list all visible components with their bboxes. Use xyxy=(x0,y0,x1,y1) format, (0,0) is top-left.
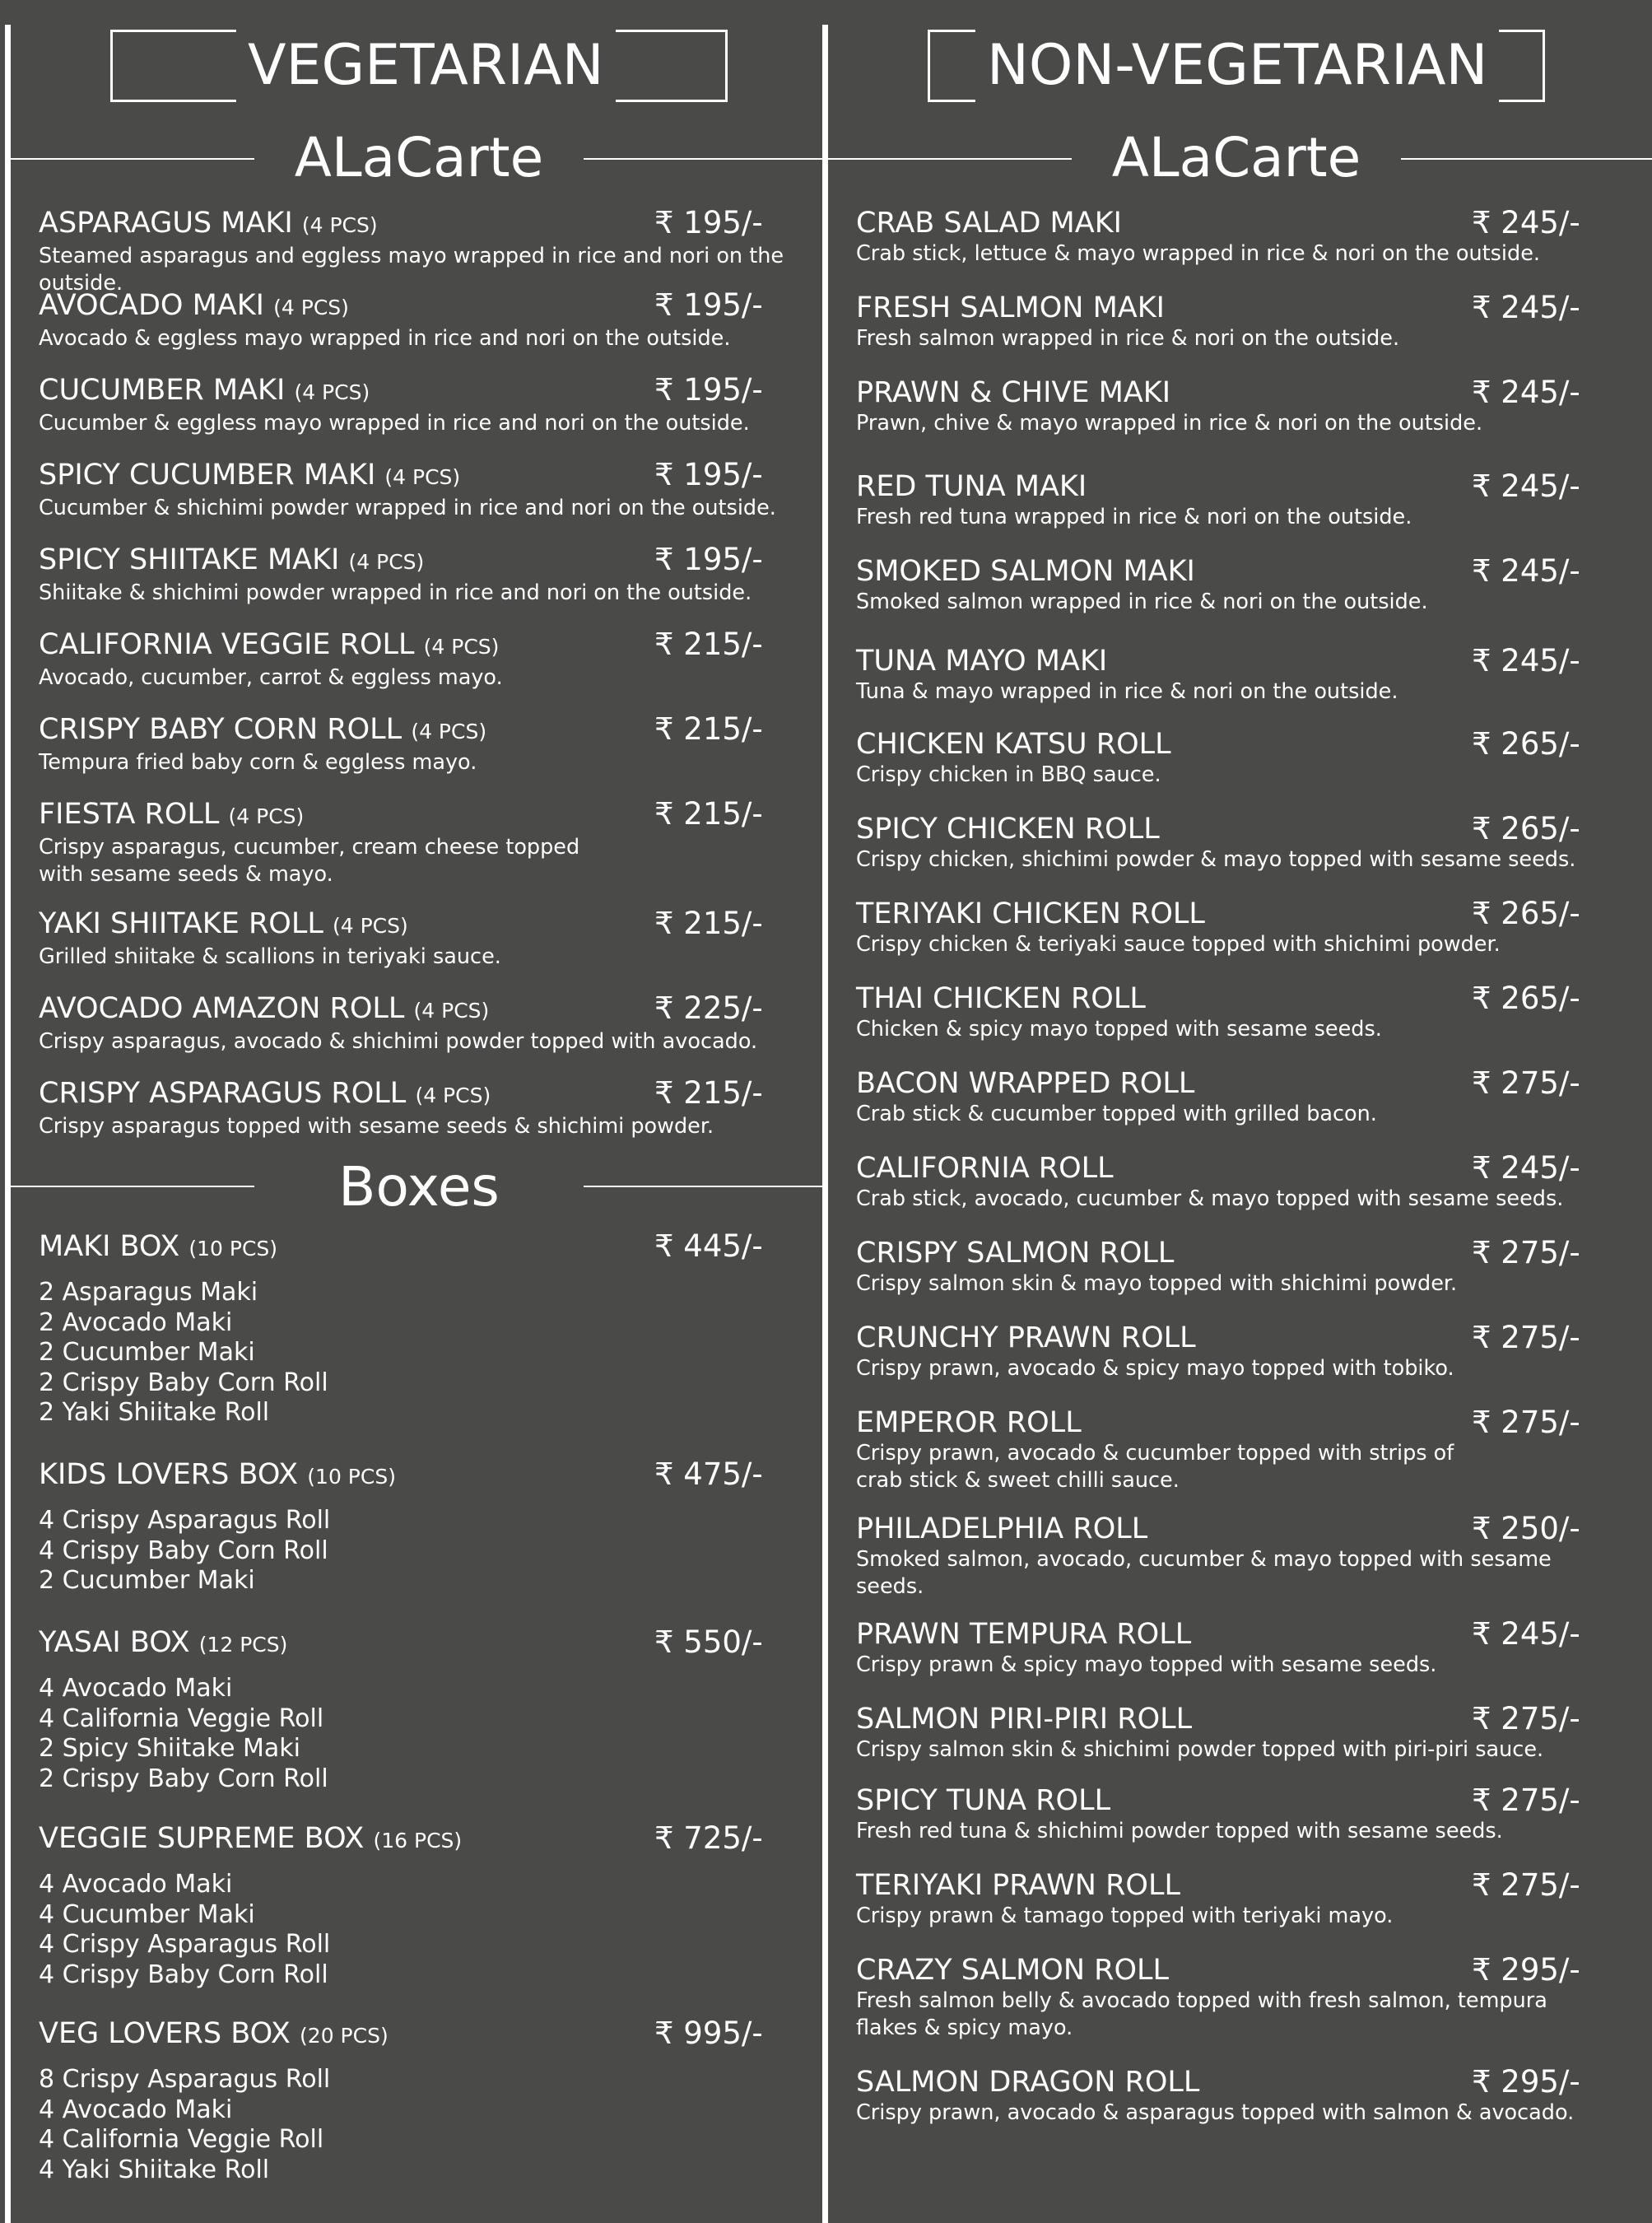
veg-item xyxy=(39,543,796,607)
item-name: ASPARAGUS MAKI xyxy=(39,207,293,240)
item-name: SMOKED SALMON MAKI xyxy=(856,555,1195,588)
item-description: Fresh red tuna & shichimi powder topped with sesame seeds. xyxy=(856,1819,1503,1843)
item-price: ₹ 245/- xyxy=(1472,290,1580,325)
item-name: SPICY CUCUMBER MAKI xyxy=(39,459,376,492)
veg-box xyxy=(39,1625,796,1794)
item-name: CALIFORNIA VEGGIE ROLL xyxy=(39,628,415,661)
item-name: PRAWN & CHIVE MAKI xyxy=(856,376,1171,409)
item-name: FIESTA ROLL xyxy=(39,798,220,831)
item-pcs: (4 PCS) xyxy=(413,999,490,1023)
item-description: Smoked salmon wrapped in rice & nori on the outside. xyxy=(856,590,1428,614)
item-price: ₹ 275/- xyxy=(1472,1320,1580,1355)
nonveg-item xyxy=(856,2065,1613,2127)
item-name: CRAB SALAD MAKI xyxy=(856,207,1122,240)
item-pcs: (4 PCS) xyxy=(294,380,370,404)
item-pcs: (4 PCS) xyxy=(415,1084,491,1107)
item-description: Tuna & mayo wrapped in rice & nori on the outside. xyxy=(856,679,1398,704)
box-content-line: 4 Crispy Baby Corn Roll xyxy=(39,1960,328,1989)
veg-box xyxy=(39,2016,796,2185)
box-content-line: 4 Yaki Shiitake Roll xyxy=(39,2155,270,2184)
item-price: ₹ 265/- xyxy=(1472,811,1580,846)
item-description: Avocado & eggless mayo wrapped in rice and nori on the outside. xyxy=(39,326,731,351)
item-price: ₹ 265/- xyxy=(1472,981,1580,1016)
box-content-line: 2 Crispy Baby Corn Roll xyxy=(39,1764,328,1793)
nonveg-item xyxy=(856,375,1613,437)
box-contents xyxy=(39,1674,796,1794)
center-divider-line xyxy=(822,25,828,2223)
veg-box xyxy=(39,1821,796,1990)
item-description: Crispy chicken in BBQ sauce. xyxy=(856,762,1161,787)
box-content-line: 4 California Veggie Roll xyxy=(39,2125,324,2154)
item-name: CRISPY BABY CORN ROLL xyxy=(39,713,403,746)
item-name: CRISPY SALMON ROLL xyxy=(856,1237,1175,1270)
item-pcs: (4 PCS) xyxy=(301,213,378,237)
nonveg-item xyxy=(856,1512,1613,1601)
nonveg-item xyxy=(856,812,1613,874)
item-name: CHICKEN KATSU ROLL xyxy=(856,728,1171,761)
item-description: Grilled shiitake & scallions in teriyaki sauce. xyxy=(39,944,501,969)
item-name: SPICY TUNA ROLL xyxy=(856,1784,1111,1817)
item-pcs: (4 PCS) xyxy=(423,635,500,659)
item-pcs: (4 PCS) xyxy=(273,296,349,319)
nonveg-item xyxy=(856,1783,1613,1845)
item-description: Avocado, cucumber, carrot & eggless mayo. xyxy=(39,665,503,690)
box-content-line: 4 Crispy Baby Corn Roll xyxy=(39,1536,328,1565)
veg-item xyxy=(39,373,796,437)
item-name: CRISPY ASPARAGUS ROLL xyxy=(39,1077,407,1110)
item-description: Crispy prawn, avocado & cucumber topped with strips of crab stick & sweet chilli sauce. xyxy=(856,1441,1454,1493)
nonveg-item xyxy=(856,291,1613,352)
item-description: Tempura fried baby corn & eggless mayo. xyxy=(39,750,477,775)
veg-item xyxy=(39,627,796,692)
item-price: ₹ 275/- xyxy=(1472,1783,1580,1818)
item-pcs: (4 PCS) xyxy=(348,550,425,574)
nonveg-item xyxy=(856,727,1613,789)
item-price: ₹ 195/- xyxy=(654,205,763,240)
box-name: VEG LOVERS BOX xyxy=(39,2017,291,2050)
veg-box xyxy=(39,1457,796,1596)
box-price: ₹ 445/- xyxy=(654,1228,763,1264)
nonveg-item xyxy=(856,897,1613,958)
box-pcs: (16 PCS) xyxy=(373,1829,463,1852)
item-description: Prawn, chive & mayo wrapped in rice & nori on the outside. xyxy=(856,411,1483,436)
box-content-line: 4 Crispy Asparagus Roll xyxy=(39,1506,331,1535)
veg-item xyxy=(39,206,796,297)
item-price: ₹ 245/- xyxy=(1472,643,1580,678)
item-name: AVOCADO MAKI xyxy=(39,289,265,322)
item-description: Shiitake & shichimi powder wrapped in rice and nori on the outside. xyxy=(39,580,752,605)
item-description: Crispy salmon skin & mayo topped with shichimi powder. xyxy=(856,1271,1458,1296)
item-pcs: (4 PCS) xyxy=(384,465,461,489)
item-price: ₹ 245/- xyxy=(1472,1150,1580,1186)
item-price: ₹ 245/- xyxy=(1472,468,1580,504)
item-name: FRESH SALMON MAKI xyxy=(856,291,1166,324)
nonveg-item xyxy=(856,981,1613,1043)
item-price: ₹ 215/- xyxy=(654,1075,763,1111)
box-name: KIDS LOVERS BOX xyxy=(39,1458,299,1491)
item-description: Crispy chicken & teriyaki sauce topped with shichimi powder. xyxy=(856,932,1501,957)
item-price: ₹ 275/- xyxy=(1472,1701,1580,1736)
item-price: ₹ 275/- xyxy=(1472,1405,1580,1440)
item-description: Fresh salmon belly & avocado topped with fresh salmon, tempura flakes & spicy mayo. xyxy=(856,1988,1547,2040)
item-price: ₹ 275/- xyxy=(1472,1867,1580,1903)
nonveg-item xyxy=(856,1236,1613,1298)
item-name: YAKI SHIITAKE ROLL xyxy=(39,907,323,940)
item-price: ₹ 245/- xyxy=(1472,375,1580,410)
box-content-line: 2 Crispy Baby Corn Roll xyxy=(39,1368,328,1397)
box-pcs: (10 PCS) xyxy=(188,1237,278,1261)
item-description: Crab stick & cucumber topped with grilled bacon. xyxy=(856,1102,1377,1126)
veg-item xyxy=(39,991,796,1056)
item-price: ₹ 265/- xyxy=(1472,726,1580,762)
item-name: TERIYAKI PRAWN ROLL xyxy=(856,1869,1180,1902)
nonveg-item xyxy=(856,1151,1613,1213)
nonveg-item xyxy=(856,1953,1613,2042)
nonveg-item xyxy=(856,1405,1613,1494)
item-price: ₹ 245/- xyxy=(1472,205,1580,240)
item-price: ₹ 245/- xyxy=(1472,553,1580,589)
nonveg-item xyxy=(856,1702,1613,1764)
box-content-line: 4 Cucumber Maki xyxy=(39,1899,255,1929)
item-pcs: (4 PCS) xyxy=(228,804,305,828)
box-content-line: 4 Avocado Maki xyxy=(39,1870,233,1899)
nonveg-alacarte-rule-right xyxy=(1401,158,1652,160)
box-contents xyxy=(39,1870,796,1990)
box-name: YASAI BOX xyxy=(39,1626,190,1659)
nonveg-item xyxy=(856,1868,1613,1930)
item-price: ₹ 215/- xyxy=(654,906,763,941)
item-description: Smoked salmon, avocado, cucumber & mayo topped with sesame seeds. xyxy=(856,1547,1552,1599)
veg-item xyxy=(39,1076,796,1140)
veg-item xyxy=(39,797,796,888)
nonveg-item xyxy=(856,1321,1613,1382)
box-content-line: 2 Cucumber Maki xyxy=(39,1566,255,1595)
item-price: ₹ 275/- xyxy=(1472,1235,1580,1270)
item-name: SALMON DRAGON ROLL xyxy=(856,2066,1200,2099)
nonveg-alacarte-rule-left xyxy=(828,158,1072,160)
item-price: ₹ 195/- xyxy=(654,457,763,492)
item-price: ₹ 275/- xyxy=(1472,1065,1580,1101)
item-description: Crispy prawn & spicy mayo topped with sesame seeds. xyxy=(856,1652,1437,1677)
item-price: ₹ 225/- xyxy=(654,990,763,1026)
item-price: ₹ 250/- xyxy=(1472,1511,1580,1546)
item-price: ₹ 295/- xyxy=(1472,1952,1580,1988)
veg-boxes-title: Boxes xyxy=(338,1155,500,1219)
veg-item xyxy=(39,906,796,971)
box-price: ₹ 725/- xyxy=(654,1820,763,1856)
item-name: THAI CHICKEN ROLL xyxy=(856,982,1146,1015)
item-name: SPICY CHICKEN ROLL xyxy=(856,813,1160,846)
non-vegetarian-header: NON-VEGETARIAN xyxy=(975,26,1499,105)
item-name: RED TUNA MAKI xyxy=(856,470,1087,503)
nonveg-alacarte-title: ALaCarte xyxy=(1111,126,1361,189)
item-name: PHILADELPHIA ROLL xyxy=(856,1512,1148,1545)
box-content-line: 4 Avocado Maki xyxy=(39,1674,233,1703)
item-description: Crispy prawn, avocado & spicy mayo topped with tobiko. xyxy=(856,1356,1454,1381)
nonveg-item xyxy=(856,206,1613,268)
box-content-line: 2 Yaki Shiitake Roll xyxy=(39,1398,270,1427)
item-price: ₹ 215/- xyxy=(654,711,763,747)
box-price: ₹ 475/- xyxy=(654,1456,763,1492)
item-description: Crispy salmon skin & shichimi powder topped with piri-piri sauce. xyxy=(856,1737,1544,1762)
item-pcs: (4 PCS) xyxy=(411,720,487,743)
item-price: ₹ 245/- xyxy=(1472,1616,1580,1652)
nonveg-item xyxy=(856,644,1613,706)
veg-item xyxy=(39,712,796,776)
item-description: Steamed asparagus and eggless mayo wrapped in rice and nori on the outside. xyxy=(39,244,784,296)
box-name: MAKI BOX xyxy=(39,1230,180,1263)
item-description: Crispy asparagus, cucumber, cream cheese topped with sesame seeds & mayo. xyxy=(39,835,580,887)
vegetarian-header: VEGETARIAN xyxy=(236,26,616,105)
item-pcs: (4 PCS) xyxy=(333,914,408,938)
box-content-line: 2 Spicy Shiitake Maki xyxy=(39,1734,300,1763)
item-name: TUNA MAYO MAKI xyxy=(856,645,1108,678)
item-name: CRAZY SALMON ROLL xyxy=(856,1954,1169,1987)
nonveg-item xyxy=(856,1617,1613,1679)
nonveg-item xyxy=(856,1066,1613,1128)
item-name: PRAWN TEMPURA ROLL xyxy=(856,1618,1192,1651)
nonveg-item xyxy=(856,469,1613,531)
item-name: CALIFORNIA ROLL xyxy=(856,1152,1114,1185)
item-name: SALMON PIRI-PIRI ROLL xyxy=(856,1703,1193,1736)
box-contents xyxy=(39,1278,796,1428)
item-name: CRUNCHY PRAWN ROLL xyxy=(856,1321,1196,1354)
veg-boxes-rule-right xyxy=(584,1186,822,1187)
item-name: SPICY SHIITAKE MAKI xyxy=(39,543,340,576)
box-pcs: (12 PCS) xyxy=(198,1633,288,1657)
box-content-line: 2 Asparagus Maki xyxy=(39,1278,258,1307)
box-contents xyxy=(39,1506,796,1596)
item-description: Crispy prawn & tamago topped with teriyaki mayo. xyxy=(856,1904,1394,1928)
left-border-line xyxy=(5,25,11,2223)
item-description: Crispy asparagus topped with sesame seeds & shichimi powder. xyxy=(39,1114,714,1139)
item-description: Chicken & spicy mayo topped with sesame seeds. xyxy=(856,1017,1382,1042)
box-content-line: 2 Avocado Maki xyxy=(39,1307,233,1337)
veg-alacarte-rule-right xyxy=(584,158,822,160)
box-pcs: (20 PCS) xyxy=(300,2024,389,2048)
veg-item xyxy=(39,458,796,522)
veg-box xyxy=(39,1229,796,1428)
item-name: BACON WRAPPED ROLL xyxy=(856,1067,1195,1100)
box-contents xyxy=(39,2065,796,2185)
box-content-line: 4 Avocado Maki xyxy=(39,2095,233,2124)
veg-item xyxy=(39,288,796,352)
item-description: Cucumber & eggless mayo wrapped in rice and nori on the outside. xyxy=(39,411,750,436)
box-name: VEGGIE SUPREME BOX xyxy=(39,1822,365,1855)
box-content-line: 4 California Veggie Roll xyxy=(39,1703,324,1733)
item-price: ₹ 195/- xyxy=(654,287,763,323)
item-description: Fresh red tuna wrapped in rice & nori on the outside. xyxy=(856,505,1412,529)
item-price: ₹ 195/- xyxy=(654,372,763,408)
item-description: Crispy chicken, shichimi powder & mayo topped with sesame seeds. xyxy=(856,847,1576,872)
veg-alacarte-rule-left xyxy=(11,158,254,160)
box-price: ₹ 995/- xyxy=(654,2016,763,2051)
veg-boxes-rule-left xyxy=(11,1186,254,1187)
item-price: ₹ 265/- xyxy=(1472,896,1580,931)
item-description: Crispy asparagus, avocado & shichimi powder topped with avocado. xyxy=(39,1029,758,1054)
item-description: Crispy prawn, avocado & asparagus topped with salmon & avocado. xyxy=(856,2100,1575,2125)
item-description: Crab stick, lettuce & mayo wrapped in rice & nori on the outside. xyxy=(856,241,1540,266)
item-price: ₹ 215/- xyxy=(654,627,763,662)
item-name: AVOCADO AMAZON ROLL xyxy=(39,992,405,1025)
item-name: CUCUMBER MAKI xyxy=(39,374,286,407)
item-price: ₹ 195/- xyxy=(654,542,763,577)
item-description: Fresh salmon wrapped in rice & nori on the outside. xyxy=(856,326,1400,351)
nonveg-item xyxy=(856,554,1613,616)
box-content-line: 8 Crispy Asparagus Roll xyxy=(39,2065,331,2094)
box-pcs: (10 PCS) xyxy=(307,1465,396,1489)
box-content-line: 4 Crispy Asparagus Roll xyxy=(39,1930,331,1959)
item-description: Crab stick, avocado, cucumber & mayo topped with sesame seeds. xyxy=(856,1186,1564,1211)
veg-alacarte-title: ALaCarte xyxy=(294,126,544,189)
box-content-line: 2 Cucumber Maki xyxy=(39,1338,255,1367)
item-description: Cucumber & shichimi powder wrapped in rice and nori on the outside. xyxy=(39,496,776,520)
item-name: EMPEROR ROLL xyxy=(856,1406,1082,1439)
box-price: ₹ 550/- xyxy=(654,1624,763,1660)
item-name: TERIYAKI CHICKEN ROLL xyxy=(856,897,1205,930)
item-price: ₹ 295/- xyxy=(1472,2064,1580,2100)
item-price: ₹ 215/- xyxy=(654,796,763,832)
